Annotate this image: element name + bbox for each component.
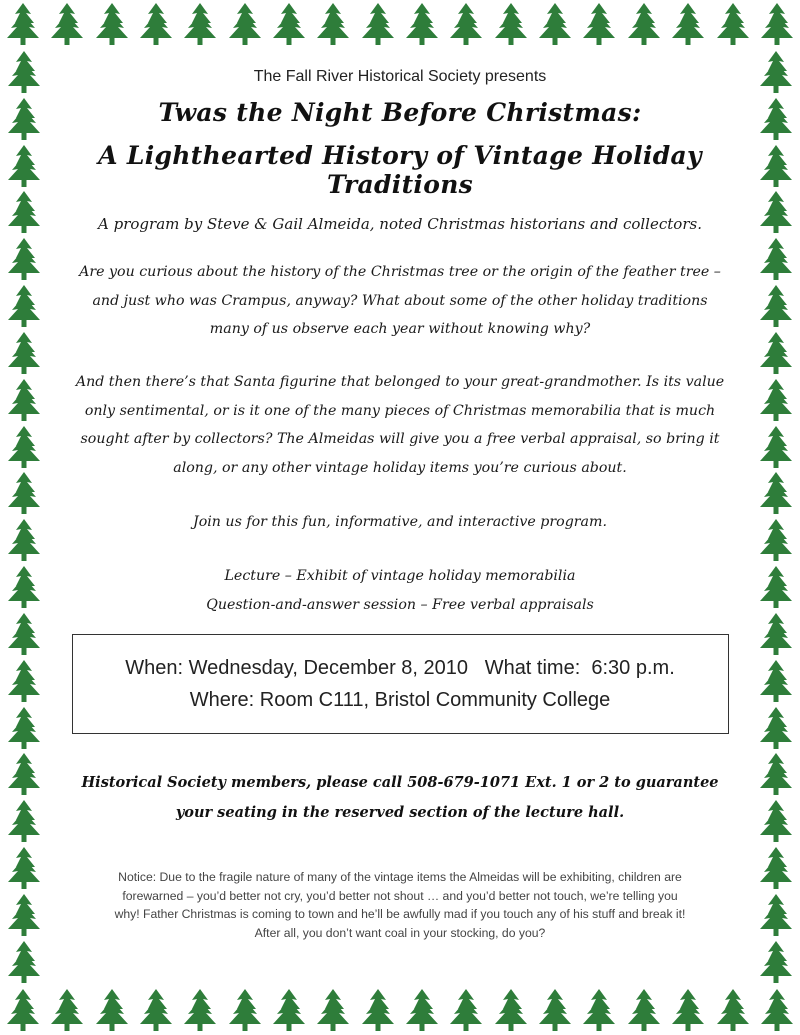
curious-line: and just who was Crampus, anyway? What about some of the other holiday traditions bbox=[92, 292, 708, 309]
christmas-tree-icon bbox=[757, 331, 795, 375]
christmas-tree-icon bbox=[757, 190, 795, 234]
curious-line: Are you curious about the history of the Christmas tree or the origin of the feather tree – bbox=[79, 264, 721, 280]
christmas-tree-icon bbox=[5, 659, 43, 703]
christmas-tree-icon bbox=[757, 97, 795, 141]
christmas-tree-icon bbox=[48, 2, 86, 46]
christmas-tree-icon bbox=[757, 425, 795, 469]
christmas-tree-icon bbox=[5, 471, 43, 515]
title-line-1: Twas the Night Before Christmas: bbox=[158, 98, 642, 127]
christmas-tree-icon bbox=[5, 425, 43, 469]
christmas-tree-icon bbox=[757, 378, 795, 422]
christmas-tree-icon bbox=[669, 988, 707, 1032]
christmas-tree-icon bbox=[5, 752, 43, 796]
flyer-content bbox=[58, 56, 742, 980]
figurine-line: only sentimental, or is it one of the many pieces of Christmas memorabilia that is much bbox=[84, 402, 716, 419]
christmas-tree-icon bbox=[757, 612, 795, 656]
members-line: Historical Society members, please call 508-679-1071 Ext. 1 or 2 to guarantee bbox=[81, 774, 719, 791]
christmas-tree-icon bbox=[314, 2, 352, 46]
event-when: When: Wednesday, December 8, 2010 What time: 6:30 p.m. bbox=[125, 657, 675, 679]
christmas-tree-icon bbox=[757, 893, 795, 937]
christmas-tree-icon bbox=[757, 471, 795, 515]
christmas-tree-icon bbox=[5, 284, 43, 328]
presenter-line: The Fall River Historical Society presents bbox=[253, 68, 547, 85]
christmas-tree-icon bbox=[5, 518, 43, 562]
christmas-tree-icon bbox=[536, 988, 574, 1032]
program-list bbox=[58, 562, 742, 619]
tree-border-bottom bbox=[0, 988, 800, 1034]
join-line: Join us for this fun, informative, and interactive program. bbox=[193, 514, 607, 530]
figurine-line: along, or any other vintage holiday items you’re curious about. bbox=[173, 459, 627, 476]
christmas-tree-icon bbox=[5, 846, 43, 890]
christmas-tree-icon bbox=[5, 893, 43, 937]
byline: A program by Steve & Gail Almeida, noted Christmas historians and collectors. bbox=[98, 215, 702, 233]
figurine-line: And then there’s that Santa figurine that belonged to your great-grandmother. Is its value bbox=[75, 374, 725, 390]
christmas-tree-icon bbox=[270, 988, 308, 1032]
notice-line: why! Father Christmas is coming to town and he’ll be awfully mad if you touch any of his stuff and break it! bbox=[114, 907, 686, 921]
christmas-tree-icon bbox=[137, 988, 175, 1032]
christmas-tree-icon bbox=[4, 2, 42, 46]
christmas-tree-icon bbox=[757, 518, 795, 562]
christmas-tree-icon bbox=[5, 97, 43, 141]
christmas-tree-icon bbox=[226, 2, 264, 46]
christmas-tree-icon bbox=[5, 144, 43, 188]
christmas-tree-icon bbox=[625, 2, 663, 46]
christmas-tree-icon bbox=[758, 988, 796, 1032]
christmas-tree-icon bbox=[757, 846, 795, 890]
christmas-tree-icon bbox=[757, 752, 795, 796]
christmas-tree-icon bbox=[5, 190, 43, 234]
christmas-tree-icon bbox=[757, 50, 795, 94]
christmas-tree-icon bbox=[137, 2, 175, 46]
christmas-tree-icon bbox=[447, 988, 485, 1032]
christmas-tree-icon bbox=[5, 940, 43, 984]
christmas-tree-icon bbox=[492, 2, 530, 46]
christmas-tree-icon bbox=[5, 237, 43, 281]
christmas-tree-icon bbox=[536, 2, 574, 46]
christmas-tree-icon bbox=[757, 144, 795, 188]
christmas-tree-icon bbox=[447, 2, 485, 46]
program-item: Question-and-answer session – Free verbal appraisals bbox=[206, 596, 594, 613]
christmas-tree-icon bbox=[580, 988, 618, 1032]
christmas-tree-icon bbox=[48, 988, 86, 1032]
christmas-tree-icon bbox=[5, 331, 43, 375]
christmas-tree-icon bbox=[757, 799, 795, 843]
title-line-2: A Lighthearted History of Vintage Holiday Traditions bbox=[98, 141, 702, 199]
christmas-tree-icon bbox=[314, 988, 352, 1032]
christmas-tree-icon bbox=[757, 659, 795, 703]
christmas-tree-icon bbox=[359, 2, 397, 46]
members-notice bbox=[58, 768, 742, 828]
christmas-tree-icon bbox=[270, 2, 308, 46]
christmas-tree-icon bbox=[625, 988, 663, 1032]
members-line: your seating in the reserved section of the lecture hall. bbox=[175, 804, 625, 821]
christmas-tree-icon bbox=[714, 2, 752, 46]
christmas-tree-icon bbox=[492, 988, 530, 1032]
christmas-tree-icon bbox=[93, 2, 131, 46]
christmas-tree-icon bbox=[226, 988, 264, 1032]
notice-line: After all, you don’t want coal in your stocking, do you? bbox=[254, 925, 546, 940]
christmas-tree-icon bbox=[5, 50, 43, 94]
christmas-tree-icon bbox=[757, 706, 795, 750]
christmas-tree-icon bbox=[580, 2, 618, 46]
christmas-tree-icon bbox=[93, 988, 131, 1032]
christmas-tree-icon bbox=[714, 988, 752, 1032]
program-item: Lecture – Exhibit of vintage holiday memorabilia bbox=[224, 568, 576, 584]
christmas-tree-icon bbox=[5, 706, 43, 750]
tree-border-left bbox=[2, 50, 46, 984]
event-details-box bbox=[72, 634, 729, 734]
christmas-tree-icon bbox=[5, 565, 43, 609]
christmas-tree-icon bbox=[4, 988, 42, 1032]
christmas-tree-icon bbox=[403, 988, 441, 1032]
figurine-paragraph bbox=[58, 368, 742, 482]
event-where: Where: Room C111, Bristol Community College bbox=[189, 689, 611, 711]
christmas-tree-icon bbox=[181, 988, 219, 1032]
christmas-tree-icon bbox=[757, 565, 795, 609]
christmas-tree-icon bbox=[181, 2, 219, 46]
christmas-tree-icon bbox=[5, 378, 43, 422]
notice-line: Notice: Due to the fragile nature of many of the vintage items the Almeidas will be exhibiting, children are bbox=[118, 870, 682, 884]
curious-paragraph bbox=[58, 258, 742, 344]
curious-line: many of us observe each year without knowing why? bbox=[209, 321, 591, 337]
christmas-tree-icon bbox=[403, 2, 441, 46]
christmas-tree-icon bbox=[5, 799, 43, 843]
christmas-tree-icon bbox=[758, 2, 796, 46]
tree-border-right bbox=[754, 50, 798, 984]
christmas-tree-icon bbox=[669, 2, 707, 46]
christmas-tree-icon bbox=[757, 940, 795, 984]
christmas-tree-icon bbox=[5, 612, 43, 656]
fragile-notice bbox=[58, 868, 742, 942]
tree-border-top bbox=[0, 2, 800, 48]
christmas-tree-icon bbox=[359, 988, 397, 1032]
notice-line: forewarned – you’d better not cry, you’d better not shout … and you’d better not touch, we’re telling you bbox=[122, 888, 678, 903]
christmas-tree-icon bbox=[757, 284, 795, 328]
christmas-tree-icon bbox=[757, 237, 795, 281]
figurine-line: sought after by collectors? The Almeidas will give you a free verbal appraisal, so bring it bbox=[80, 431, 720, 447]
